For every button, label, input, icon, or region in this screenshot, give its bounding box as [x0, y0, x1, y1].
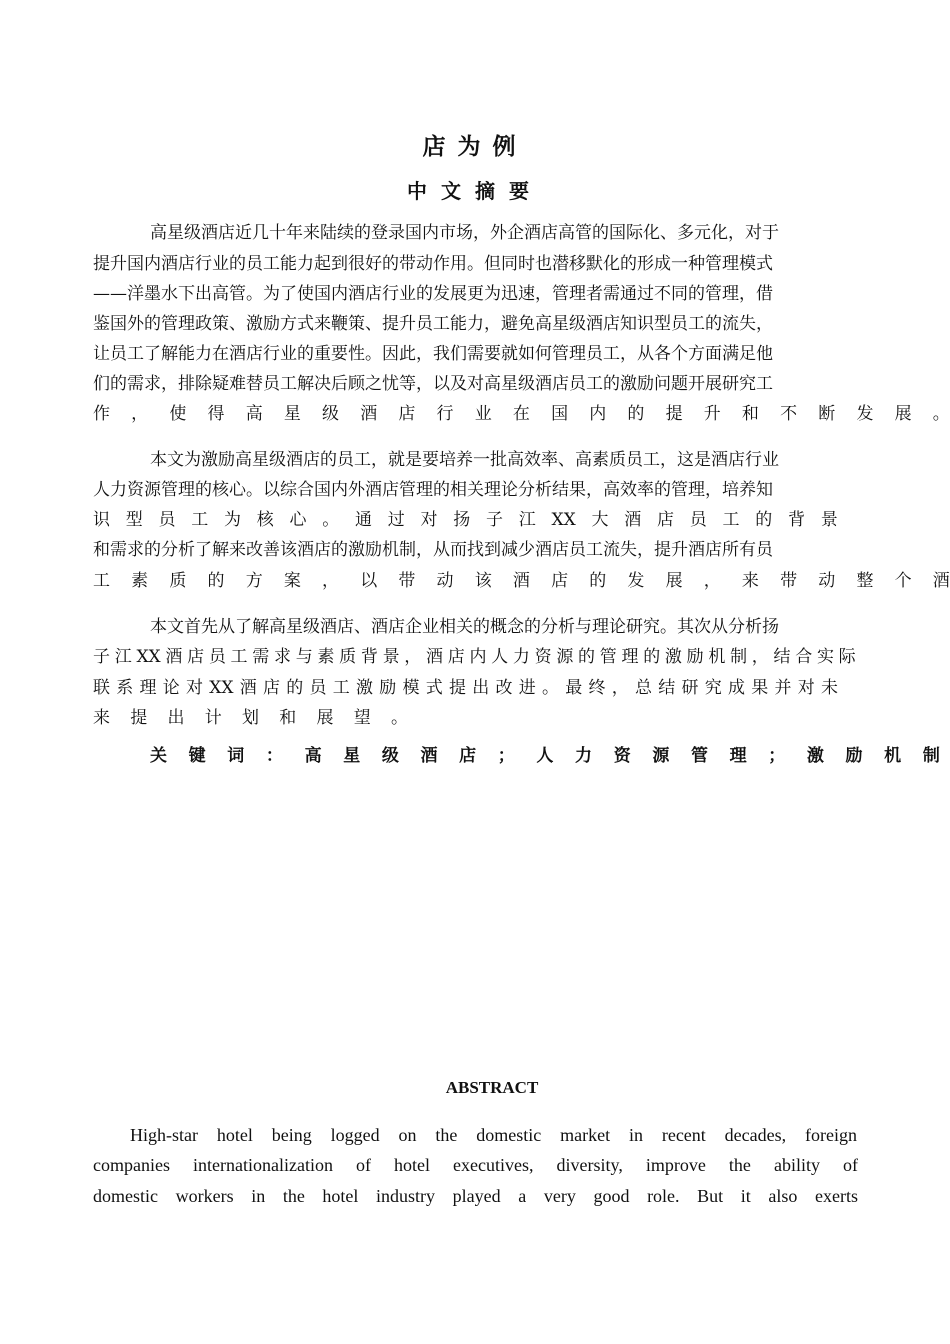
text-line: High-star hotel being logged on the domestic market in recent decades, foreign [130, 1125, 857, 1145]
keywords-line: 关 键 词 ： 高 星 级 酒 店 ； 人 力 资 源 管 理 ； 激 励 机 制 [150, 746, 940, 766]
text-line: 来 提 出 计 划 和 展 望 。 [93, 708, 408, 728]
text-line: 本文首先从了解高星级酒店、酒店企业相关的概念的分析与理论研究。其次从分析扬 [150, 617, 779, 637]
text-line: 让员工了解能力在酒店行业的重要性。因此，我们需要就如何管理员工，从各个方面满足他 [93, 344, 773, 364]
text-line: 子 江 XX 酒 店 员 工 需 求 与 素 质 背 景 ， 酒 店 内 人 力 资 源 的 管 理 的 激 励 机 制 ， 结 合 实 际 [93, 647, 856, 667]
text-line: 人力资源管理的核心。以综合国内外酒店管理的相关理论分析结果，高效率的管理，培养知 [93, 480, 773, 500]
page-title: 店为例 [422, 133, 528, 160]
text-line: domestic workers in the hotel industry played a very good role. But it also exerts [93, 1186, 858, 1206]
text-line: 们的需求，排除疑难替员工解决后顾之忧等，以及对高星级酒店员工的激励问题开展研究工 [93, 374, 773, 394]
text-line: 本文为激励高星级酒店的员工，就是要培养一批高效率、高素质员工，这是酒店行业 [150, 450, 779, 470]
text-line: 识 型 员 工 为 核 心 。 通 过 对 扬 子 江 XX 大 酒 店 员 工 的 背 景 [93, 510, 838, 530]
text-line: 作 ， 使 得 高 星 级 酒 店 行 业 在 国 内 的 提 升 和 不 断 发 展 。 [93, 404, 950, 424]
text-line: 工 素 质 的 方 案 ， 以 带 动 该 酒 店 的 发 展 ， 来 带 动 整 个 酒 [93, 571, 950, 591]
text-line: companies internationalization of hotel executives, diversity, improve the ability of [93, 1155, 858, 1175]
text-line: 联 系 理 论 对 XX 酒 店 的 员 工 激 励 模 式 提 出 改 进 。 最 终 ， 总 结 研 究 成 果 并 对 未 [93, 678, 838, 698]
text-line: 提升国内酒店行业的员工能力起到很好的带动作用。但同时也潜移默化的形成一种管理模式 [93, 254, 773, 274]
text-line: 高星级酒店近几十年来陆续的登录国内市场，外企酒店高管的国际化、多元化，对于 [150, 223, 779, 243]
section-title-chinese-abstract: 中文摘要 [407, 179, 543, 203]
section-title-abstract: ABSTRACT [445, 1078, 539, 1097]
text-line: ——洋墨水下出高管。为了使国内酒店行业的发展更为迅速，管理者需通过不同的管理，借 [93, 284, 773, 304]
text-line: 鉴国外的管理政策、激励方式来鞭策、提升员工能力，避免高星级酒店知识型员工的流失， [93, 314, 773, 334]
text-line: 和需求的分析了解来改善该酒店的激励机制，从而找到减少酒店员工流失，提升酒店所有员 [93, 540, 773, 560]
